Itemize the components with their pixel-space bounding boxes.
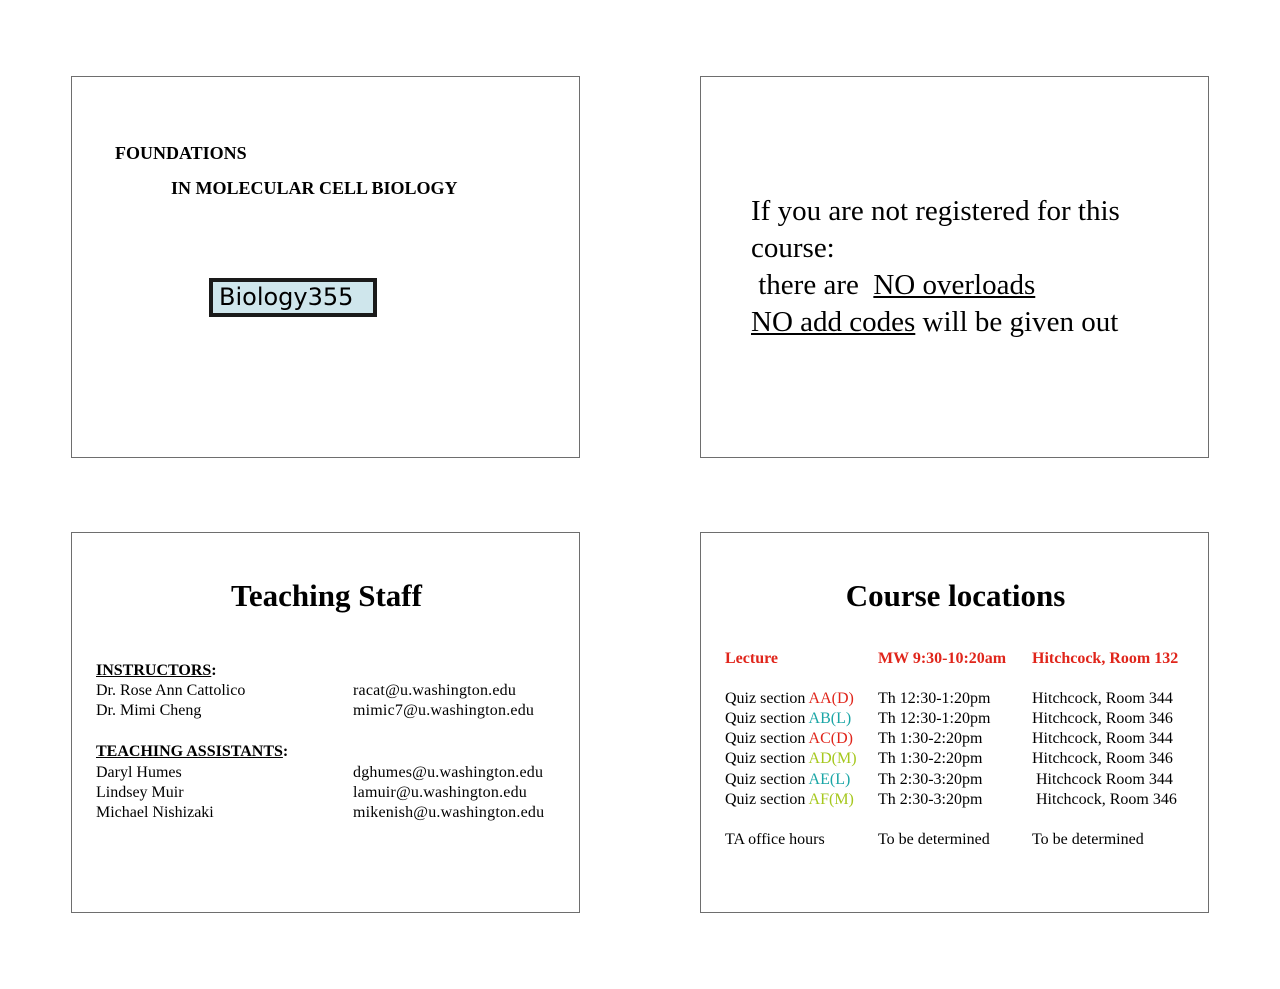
instructor-name: Dr. Mimi Cheng bbox=[96, 702, 202, 719]
notice-text bbox=[751, 193, 1120, 341]
quiz-section-label: Quiz section AF(M) bbox=[725, 791, 854, 808]
quiz-place: Hitchcock, Room 346 bbox=[1032, 710, 1173, 727]
title-line-2: IN MOLECULAR CELL BIOLOGY bbox=[171, 178, 458, 198]
notice-line-4 bbox=[751, 304, 1120, 341]
ta-email: lamuir@u.washington.edu bbox=[353, 784, 527, 801]
notice-line-3 bbox=[751, 267, 1120, 304]
quiz-code: AE(L) bbox=[808, 771, 851, 788]
no-overloads-text: NO overloads bbox=[873, 269, 1036, 301]
ta-email: dghumes@u.washington.edu bbox=[353, 764, 544, 781]
ta-name: Lindsey Muir bbox=[96, 784, 184, 801]
quiz-time: Th 1:30-2:20pm bbox=[878, 730, 983, 747]
quiz-section-label: Quiz section AE(L) bbox=[725, 771, 851, 788]
notice-line-1: If you are not registered for this bbox=[751, 195, 1120, 227]
course-code-box: Biology355 bbox=[209, 278, 377, 317]
quiz-code: AB(L) bbox=[808, 710, 852, 727]
quiz-place: Hitchcock, Room 346 bbox=[1032, 791, 1177, 808]
quiz-time: Th 2:30-3:20pm bbox=[878, 771, 983, 788]
no-add-codes-text: NO add codes bbox=[751, 306, 916, 338]
ta-email: mikenish@u.washington.edu bbox=[353, 804, 545, 821]
tas-heading: TEACHING ASSISTANTS: bbox=[96, 743, 289, 760]
instructor-name: Dr. Rose Ann Cattolico bbox=[96, 682, 246, 699]
quiz-time: Th 12:30-1:20pm bbox=[878, 690, 991, 707]
quiz-code: AD(M) bbox=[808, 750, 857, 767]
instructor-email: racat@u.washington.edu bbox=[353, 682, 517, 699]
title-line-1: FOUNDATIONS bbox=[115, 143, 247, 163]
office-hours-label: TA office hours bbox=[725, 831, 825, 848]
notice-line-2: course: bbox=[751, 232, 835, 264]
quiz-section-label: Quiz section AB(L) bbox=[725, 710, 852, 727]
notice-line-4-suffix: will be given out bbox=[915, 306, 1119, 338]
lecture-place: Hitchcock, Room 132 bbox=[1032, 650, 1179, 667]
quiz-time: Th 2:30-3:20pm bbox=[878, 791, 983, 808]
quiz-section-label: Quiz section AD(M) bbox=[725, 750, 857, 767]
quiz-place: Hitchcock, Room 346 bbox=[1032, 750, 1173, 767]
lecture-label: Lecture bbox=[725, 650, 779, 667]
quiz-code: AA(D) bbox=[808, 690, 854, 707]
quiz-place: Hitchcock, Room 344 bbox=[1032, 730, 1173, 747]
instructor-email: mimic7@u.washington.edu bbox=[353, 702, 535, 719]
quiz-time: Th 1:30-2:20pm bbox=[878, 750, 983, 767]
slide-registration-notice bbox=[700, 76, 1209, 458]
quiz-code: AC(D) bbox=[808, 730, 853, 747]
instructors-heading: INSTRUCTORS: bbox=[96, 662, 217, 679]
quiz-code: AF(M) bbox=[808, 791, 854, 808]
slide-teaching-staff bbox=[71, 532, 580, 913]
office-hours-time: To be determined bbox=[878, 831, 990, 848]
slide-title bbox=[71, 76, 580, 458]
quiz-time: Th 12:30-1:20pm bbox=[878, 710, 991, 727]
quiz-place: Hitchcock, Room 344 bbox=[1032, 690, 1173, 707]
quiz-section-label: Quiz section AC(D) bbox=[725, 730, 853, 747]
notice-line-3-prefix: there are bbox=[751, 269, 874, 301]
quiz-place: Hitchcock Room 344 bbox=[1032, 771, 1173, 788]
ta-name: Daryl Humes bbox=[96, 764, 182, 781]
slide-title: Teaching Staff bbox=[231, 578, 422, 613]
quiz-section-label: Quiz section AA(D) bbox=[725, 690, 854, 707]
office-hours-place: To be determined bbox=[1032, 831, 1144, 848]
slide-course-locations bbox=[700, 532, 1209, 913]
ta-name: Michael Nishizaki bbox=[96, 804, 214, 821]
slide-title: Course locations bbox=[845, 578, 1066, 613]
lecture-time: MW 9:30-10:20am bbox=[878, 650, 1007, 667]
